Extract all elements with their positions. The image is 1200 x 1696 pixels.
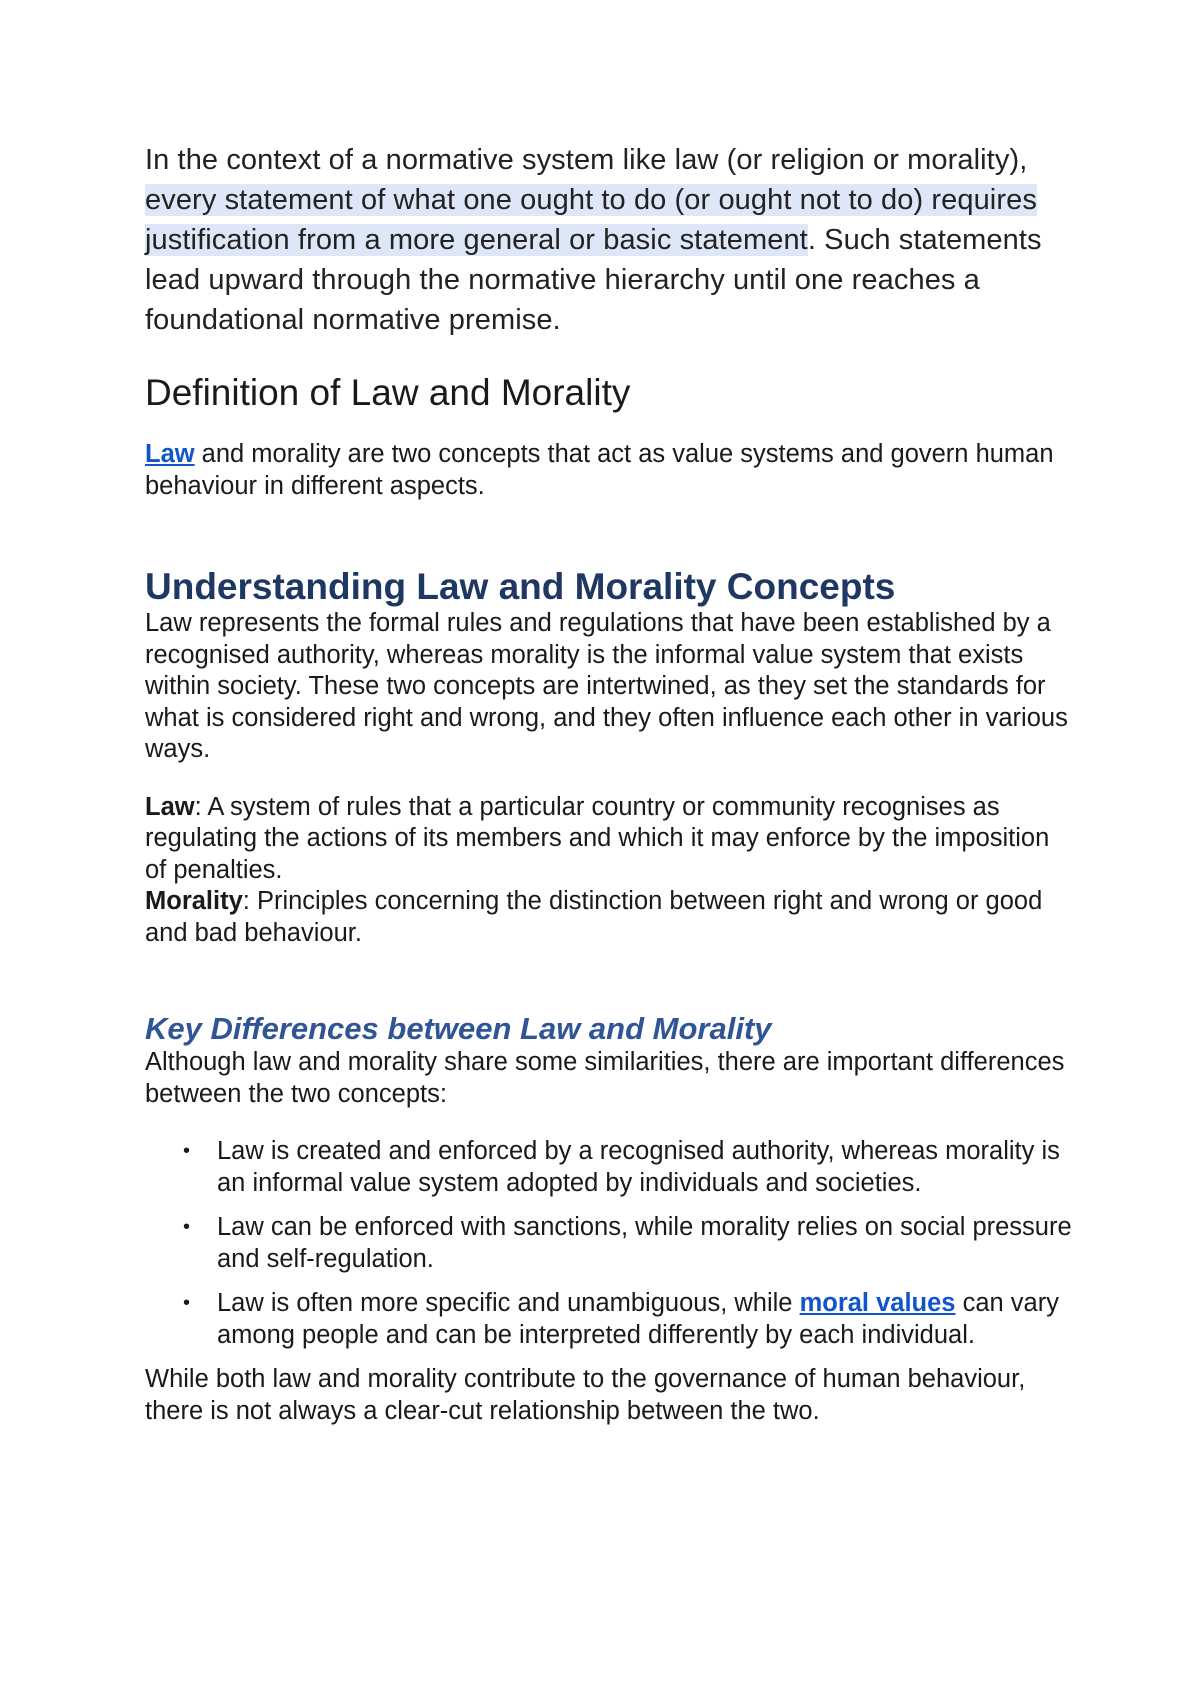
law-definition-text: : A system of rules that a particular country or community recognises as regulating the actions of its members and which it may enforce by the imposition of penalties.	[145, 792, 1050, 884]
intro-paragraph	[145, 140, 1075, 340]
definition-paragraph	[145, 438, 1075, 502]
law-definition	[145, 792, 1075, 887]
bullet-icon: •	[183, 1216, 191, 1238]
list-item	[145, 1136, 1075, 1199]
list-item-text: Law can be enforced with sanctions, while morality relies on social pressure and self-regulation.	[217, 1213, 1072, 1273]
bullet-icon: •	[183, 1140, 191, 1162]
list-item	[145, 1212, 1075, 1275]
key-differences-heading: Key Differences between Law and Morality	[145, 1011, 772, 1046]
document-page	[145, 140, 1075, 1427]
moral-values-link[interactable]: moral values	[799, 1289, 956, 1317]
closing-paragraph: While both law and morality contribute to the governance of human behaviour, there is not always a clear-cut relationship between the two.	[145, 1365, 1026, 1425]
intro-text-end: . Such statements lead upward through the normative hierarchy until one reaches a foundational normative premise.	[145, 224, 1042, 336]
definition-text: and morality are two concepts that act as value systems and govern human behaviour in different aspects.	[145, 440, 1054, 500]
list-item-text-after: can vary among people and can be interpreted differently by each individual.	[217, 1289, 1059, 1349]
bullet-icon: •	[183, 1292, 191, 1314]
understanding-paragraph: Law represents the formal rules and regulations that have been established by a recognised authority, whereas morality is the informal value system that exists within society. These two concepts are intertwined, as they set the standards for what is considered right and wrong, and they often influence each other in various ways.	[145, 609, 1068, 763]
list-item	[145, 1288, 1075, 1351]
understanding-heading: Understanding Law and Morality Concepts	[145, 566, 896, 607]
list-item-text: Law is created and enforced by a recognised authority, whereas morality is an informal value system adopted by individuals and societies.	[217, 1137, 1060, 1197]
differences-intro: Although law and morality share some similarities, there are important differences between the two concepts:	[145, 1048, 1065, 1108]
differences-list	[145, 1136, 1075, 1351]
intro-text-start: In the context of a normative system like law (or religion or morality),	[145, 144, 1028, 176]
morality-definition-text: : Principles concerning the distinction between right and wrong or good and bad behaviour.	[145, 887, 1043, 947]
law-link[interactable]: Law	[145, 440, 195, 468]
definition-heading: Definition of Law and Morality	[145, 372, 631, 413]
morality-definition	[145, 886, 1075, 949]
law-term: Law	[145, 792, 195, 821]
list-item-text-before: Law is often more specific and unambiguous, while	[217, 1289, 800, 1317]
intro-highlighted-text[interactable]: every statement of what one ought to do (or ought not to do) requires justification from a more general or basic statement	[145, 184, 1037, 256]
morality-term: Morality	[145, 887, 243, 915]
